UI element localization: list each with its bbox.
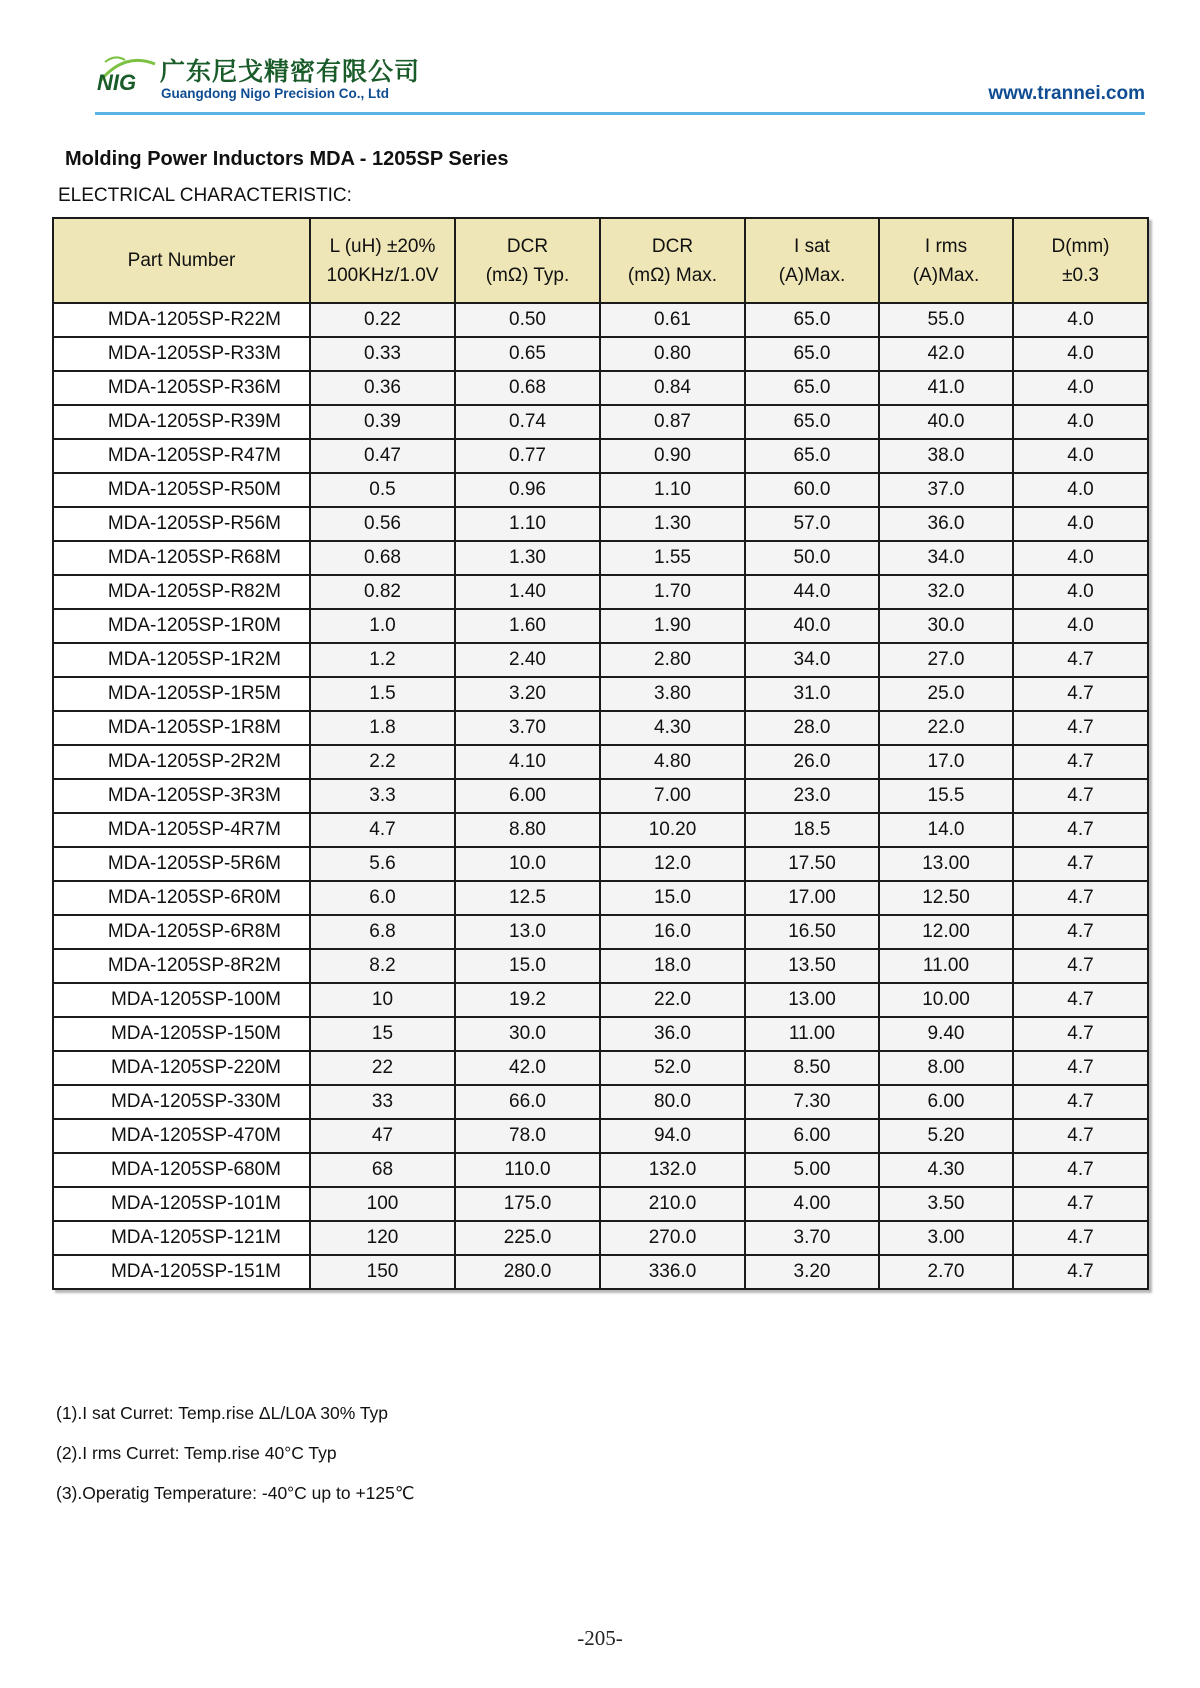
cell-isat: 6.00: [745, 1119, 879, 1153]
table-row: [53, 1119, 1148, 1153]
logo-text: NIG: [97, 70, 137, 95]
table-row: [53, 507, 1148, 541]
cell-inductance: 120: [310, 1221, 455, 1255]
cell-isat: 3.70: [745, 1221, 879, 1255]
cell-irms: 4.30: [879, 1153, 1013, 1187]
cell-isat: 65.0: [745, 303, 879, 337]
cell-part-number: MDA-1205SP-121M: [53, 1221, 310, 1255]
cell-irms: 8.00: [879, 1051, 1013, 1085]
column-header-line: (A)Max.: [778, 264, 846, 286]
cell-inductance: 0.33: [310, 337, 455, 371]
cell-dcr-typ: 42.0: [455, 1051, 600, 1085]
cell-inductance: 0.36: [310, 371, 455, 405]
cell-dcr-typ: 66.0: [455, 1085, 600, 1119]
cell-part-number: MDA-1205SP-R33M: [53, 337, 310, 371]
cell-dcr-typ: 0.68: [455, 371, 600, 405]
cell-dcr-max: 36.0: [600, 1017, 745, 1051]
cell-inductance: 150: [310, 1255, 455, 1289]
cell-part-number: MDA-1205SP-R50M: [53, 473, 310, 507]
column-header-inductance: [310, 218, 455, 303]
cell-dcr-max: 1.90: [600, 609, 745, 643]
table-row: [53, 745, 1148, 779]
cell-dimension: 4.0: [1013, 371, 1148, 405]
cell-dimension: 4.0: [1013, 507, 1148, 541]
page-number: -205-: [577, 1626, 623, 1650]
cell-dcr-max: 2.80: [600, 643, 745, 677]
cell-dcr-max: 0.61: [600, 303, 745, 337]
cell-isat: 50.0: [745, 541, 879, 575]
cell-dcr-max: 80.0: [600, 1085, 745, 1119]
cell-dcr-max: 52.0: [600, 1051, 745, 1085]
column-header-line: (A)Max.: [912, 264, 980, 286]
cell-inductance: 0.82: [310, 575, 455, 609]
cell-inductance: 22: [310, 1051, 455, 1085]
cell-dcr-typ: 0.50: [455, 303, 600, 337]
cell-irms: 34.0: [879, 541, 1013, 575]
cell-dcr-max: 336.0: [600, 1255, 745, 1289]
cell-part-number: MDA-1205SP-680M: [53, 1153, 310, 1187]
cell-dimension: 4.7: [1013, 949, 1148, 983]
table-row: [53, 1017, 1148, 1051]
cell-inductance: 3.3: [310, 779, 455, 813]
cell-inductance: 33: [310, 1085, 455, 1119]
cell-isat: 28.0: [745, 711, 879, 745]
cell-part-number: MDA-1205SP-R56M: [53, 507, 310, 541]
cell-dimension: 4.7: [1013, 1051, 1148, 1085]
cell-inductance: 0.68: [310, 541, 455, 575]
cell-irms: 38.0: [879, 439, 1013, 473]
cell-dcr-typ: 110.0: [455, 1153, 600, 1187]
electrical-characteristics-table: [52, 217, 1149, 1290]
document-title: Molding Power Inductors MDA - 1205SP Series: [65, 148, 509, 170]
cell-inductance: 0.5: [310, 473, 455, 507]
cell-dimension: 4.7: [1013, 847, 1148, 881]
cell-part-number: MDA-1205SP-150M: [53, 1017, 310, 1051]
cell-part-number: MDA-1205SP-470M: [53, 1119, 310, 1153]
cell-isat: 17.50: [745, 847, 879, 881]
cell-part-number: MDA-1205SP-5R6M: [53, 847, 310, 881]
cell-dcr-typ: 3.70: [455, 711, 600, 745]
cell-inductance: 15: [310, 1017, 455, 1051]
column-header-line: L (uH) ±20%: [329, 235, 436, 257]
cell-dcr-typ: 15.0: [455, 949, 600, 983]
column-header-irms: [879, 218, 1013, 303]
table-row: [53, 371, 1148, 405]
table-row: [53, 983, 1148, 1017]
cell-part-number: MDA-1205SP-6R8M: [53, 915, 310, 949]
cell-inductance: 1.2: [310, 643, 455, 677]
cell-part-number: MDA-1205SP-3R3M: [53, 779, 310, 813]
cell-inductance: 2.2: [310, 745, 455, 779]
cell-part-number: MDA-1205SP-1R2M: [53, 643, 310, 677]
table-row: [53, 847, 1148, 881]
cell-irms: 42.0: [879, 337, 1013, 371]
cell-irms: 37.0: [879, 473, 1013, 507]
note-irms: (2).I rms Curret: Temp.rise 40°C Typ: [56, 1443, 337, 1463]
table-row: [53, 813, 1148, 847]
note-temperature: (3).Operatig Temperature: -40°C up to +125℃: [56, 1483, 415, 1503]
table-row: [53, 881, 1148, 915]
company-name-en: Guangdong Nigo Precision Co., Ltd: [161, 86, 389, 101]
cell-isat: 18.5: [745, 813, 879, 847]
cell-dimension: 4.0: [1013, 609, 1148, 643]
cell-dcr-max: 132.0: [600, 1153, 745, 1187]
cell-dcr-max: 22.0: [600, 983, 745, 1017]
cell-inductance: 6.0: [310, 881, 455, 915]
cell-dimension: 4.7: [1013, 643, 1148, 677]
cell-isat: 11.00: [745, 1017, 879, 1051]
cell-irms: 12.50: [879, 881, 1013, 915]
cell-inductance: 1.8: [310, 711, 455, 745]
table-row: [53, 337, 1148, 371]
table-header-row: [53, 218, 1148, 303]
cell-inductance: 5.6: [310, 847, 455, 881]
cell-part-number: MDA-1205SP-1R5M: [53, 677, 310, 711]
cell-dcr-typ: 13.0: [455, 915, 600, 949]
cell-dcr-max: 4.30: [600, 711, 745, 745]
table-row: [53, 541, 1148, 575]
table-row: [53, 711, 1148, 745]
cell-dcr-typ: 0.74: [455, 405, 600, 439]
cell-part-number: MDA-1205SP-8R2M: [53, 949, 310, 983]
cell-isat: 65.0: [745, 371, 879, 405]
table-row: [53, 575, 1148, 609]
table-row: [53, 1153, 1148, 1187]
table-row: [53, 439, 1148, 473]
cell-irms: 11.00: [879, 949, 1013, 983]
cell-dcr-max: 1.55: [600, 541, 745, 575]
cell-inductance: 68: [310, 1153, 455, 1187]
nigo-logo-icon: [95, 50, 159, 100]
column-header-dcr-typ: [455, 218, 600, 303]
cell-dcr-max: 0.80: [600, 337, 745, 371]
column-header-dcr-max: [600, 218, 745, 303]
column-header-line: D(mm): [1051, 235, 1110, 257]
cell-dimension: 4.0: [1013, 303, 1148, 337]
cell-part-number: MDA-1205SP-151M: [53, 1255, 310, 1289]
column-header-line: DCR: [506, 235, 549, 257]
cell-inductance: 100: [310, 1187, 455, 1221]
cell-dcr-max: 4.80: [600, 745, 745, 779]
cell-inductance: 47: [310, 1119, 455, 1153]
cell-dcr-max: 12.0: [600, 847, 745, 881]
cell-dimension: 4.0: [1013, 575, 1148, 609]
cell-dcr-typ: 0.65: [455, 337, 600, 371]
cell-dcr-max: 0.84: [600, 371, 745, 405]
cell-dimension: 4.7: [1013, 745, 1148, 779]
cell-dimension: 4.7: [1013, 1255, 1148, 1289]
cell-part-number: MDA-1205SP-100M: [53, 983, 310, 1017]
cell-part-number: MDA-1205SP-1R8M: [53, 711, 310, 745]
table-row: [53, 677, 1148, 711]
cell-dimension: 4.0: [1013, 473, 1148, 507]
cell-dcr-typ: 8.80: [455, 813, 600, 847]
cell-part-number: MDA-1205SP-R39M: [53, 405, 310, 439]
cell-dimension: 4.7: [1013, 677, 1148, 711]
column-header-line: I sat: [794, 235, 830, 257]
table-row: [53, 643, 1148, 677]
table-row: [53, 1255, 1148, 1289]
table-body: [53, 303, 1148, 1289]
column-header-line: (mΩ) Max.: [627, 264, 718, 286]
cell-dcr-max: 1.30: [600, 507, 745, 541]
cell-isat: 13.00: [745, 983, 879, 1017]
cell-irms: 17.0: [879, 745, 1013, 779]
cell-dcr-typ: 1.40: [455, 575, 600, 609]
cell-irms: 3.50: [879, 1187, 1013, 1221]
cell-dcr-typ: 30.0: [455, 1017, 600, 1051]
cell-part-number: MDA-1205SP-R22M: [53, 303, 310, 337]
column-header-dimension: [1013, 218, 1148, 303]
cell-part-number: MDA-1205SP-R36M: [53, 371, 310, 405]
cell-isat: 17.00: [745, 881, 879, 915]
cell-irms: 27.0: [879, 643, 1013, 677]
cell-irms: 40.0: [879, 405, 1013, 439]
cell-isat: 65.0: [745, 337, 879, 371]
cell-dimension: 4.0: [1013, 337, 1148, 371]
cell-part-number: MDA-1205SP-101M: [53, 1187, 310, 1221]
cell-dcr-typ: 3.20: [455, 677, 600, 711]
cell-irms: 22.0: [879, 711, 1013, 745]
cell-inductance: 4.7: [310, 813, 455, 847]
cell-dcr-typ: 19.2: [455, 983, 600, 1017]
cell-inductance: 0.22: [310, 303, 455, 337]
cell-isat: 23.0: [745, 779, 879, 813]
cell-inductance: 0.47: [310, 439, 455, 473]
cell-dcr-typ: 0.96: [455, 473, 600, 507]
table-row: [53, 303, 1148, 337]
header-divider: [95, 112, 1145, 115]
cell-part-number: MDA-1205SP-R68M: [53, 541, 310, 575]
cell-irms: 25.0: [879, 677, 1013, 711]
cell-irms: 10.00: [879, 983, 1013, 1017]
cell-dimension: 4.7: [1013, 1017, 1148, 1051]
cell-dcr-typ: 0.77: [455, 439, 600, 473]
table-row: [53, 1221, 1148, 1255]
cell-dimension: 4.7: [1013, 1119, 1148, 1153]
cell-part-number: MDA-1205SP-6R0M: [53, 881, 310, 915]
cell-inductance: 10: [310, 983, 455, 1017]
column-header-line: Part Number: [127, 250, 236, 271]
cell-isat: 26.0: [745, 745, 879, 779]
cell-dimension: 4.7: [1013, 779, 1148, 813]
cell-irms: 30.0: [879, 609, 1013, 643]
table-row: [53, 779, 1148, 813]
cell-inductance: 6.8: [310, 915, 455, 949]
cell-isat: 65.0: [745, 439, 879, 473]
cell-dcr-typ: 12.5: [455, 881, 600, 915]
cell-irms: 9.40: [879, 1017, 1013, 1051]
cell-irms: 12.00: [879, 915, 1013, 949]
table-row: [53, 1051, 1148, 1085]
cell-dcr-typ: 1.10: [455, 507, 600, 541]
note-isat: (1).I sat Curret: Temp.rise ΔL/L0A 30% Typ: [56, 1403, 389, 1423]
cell-irms: 2.70: [879, 1255, 1013, 1289]
cell-irms: 36.0: [879, 507, 1013, 541]
cell-dcr-max: 7.00: [600, 779, 745, 813]
cell-inductance: 8.2: [310, 949, 455, 983]
cell-dimension: 4.7: [1013, 983, 1148, 1017]
cell-dcr-max: 16.0: [600, 915, 745, 949]
column-header-isat: [745, 218, 879, 303]
table-row: [53, 473, 1148, 507]
company-name-cn: 广东尼戈精密有限公司: [160, 57, 421, 86]
cell-dcr-max: 18.0: [600, 949, 745, 983]
cell-dcr-max: 210.0: [600, 1187, 745, 1221]
cell-dcr-typ: 6.00: [455, 779, 600, 813]
column-header-line: (mΩ) Typ.: [485, 264, 570, 286]
table-row: [53, 915, 1148, 949]
cell-isat: 8.50: [745, 1051, 879, 1085]
cell-dcr-typ: 4.10: [455, 745, 600, 779]
cell-dcr-max: 10.20: [600, 813, 745, 847]
cell-isat: 31.0: [745, 677, 879, 711]
cell-part-number: MDA-1205SP-4R7M: [53, 813, 310, 847]
cell-isat: 44.0: [745, 575, 879, 609]
cell-dimension: 4.0: [1013, 405, 1148, 439]
cell-part-number: MDA-1205SP-2R2M: [53, 745, 310, 779]
cell-irms: 5.20: [879, 1119, 1013, 1153]
cell-dcr-typ: 1.60: [455, 609, 600, 643]
cell-part-number: MDA-1205SP-220M: [53, 1051, 310, 1085]
cell-dcr-max: 1.70: [600, 575, 745, 609]
cell-isat: 34.0: [745, 643, 879, 677]
cell-part-number: MDA-1205SP-R82M: [53, 575, 310, 609]
cell-dcr-max: 0.87: [600, 405, 745, 439]
cell-isat: 7.30: [745, 1085, 879, 1119]
cell-inductance: 1.5: [310, 677, 455, 711]
website-url: www.trannei.com: [988, 83, 1145, 104]
cell-dcr-typ: 78.0: [455, 1119, 600, 1153]
cell-isat: 40.0: [745, 609, 879, 643]
cell-dimension: 4.7: [1013, 711, 1148, 745]
cell-dimension: 4.7: [1013, 813, 1148, 847]
cell-irms: 41.0: [879, 371, 1013, 405]
cell-dcr-max: 15.0: [600, 881, 745, 915]
cell-dcr-typ: 225.0: [455, 1221, 600, 1255]
page-header: [95, 50, 1145, 112]
cell-dimension: 4.7: [1013, 1187, 1148, 1221]
cell-isat: 5.00: [745, 1153, 879, 1187]
cell-dcr-typ: 280.0: [455, 1255, 600, 1289]
column-header-line: I rms: [924, 235, 968, 257]
column-header-line: ±0.3: [1062, 264, 1099, 286]
cell-dimension: 4.0: [1013, 439, 1148, 473]
cell-dimension: 4.7: [1013, 915, 1148, 949]
cell-dcr-typ: 10.0: [455, 847, 600, 881]
cell-inductance: 1.0: [310, 609, 455, 643]
column-header-part-number: [53, 218, 310, 303]
table-row: [53, 1085, 1148, 1119]
cell-dcr-max: 1.10: [600, 473, 745, 507]
table-row: [53, 949, 1148, 983]
cell-dimension: 4.0: [1013, 541, 1148, 575]
cell-irms: 14.0: [879, 813, 1013, 847]
cell-dcr-typ: 1.30: [455, 541, 600, 575]
table-row: [53, 405, 1148, 439]
cell-irms: 32.0: [879, 575, 1013, 609]
cell-isat: 65.0: [745, 405, 879, 439]
column-header-line: 100KHz/1.0V: [326, 264, 439, 286]
cell-dcr-max: 270.0: [600, 1221, 745, 1255]
cell-dcr-typ: 175.0: [455, 1187, 600, 1221]
cell-irms: 3.00: [879, 1221, 1013, 1255]
cell-dimension: 4.7: [1013, 1153, 1148, 1187]
cell-isat: 13.50: [745, 949, 879, 983]
cell-inductance: 0.56: [310, 507, 455, 541]
cell-isat: 3.20: [745, 1255, 879, 1289]
column-header-line: DCR: [651, 235, 694, 257]
cell-irms: 6.00: [879, 1085, 1013, 1119]
table-row: [53, 609, 1148, 643]
cell-dimension: 4.7: [1013, 1221, 1148, 1255]
cell-dcr-max: 94.0: [600, 1119, 745, 1153]
cell-irms: 15.5: [879, 779, 1013, 813]
cell-isat: 60.0: [745, 473, 879, 507]
cell-inductance: 0.39: [310, 405, 455, 439]
cell-dimension: 4.7: [1013, 881, 1148, 915]
cell-isat: 57.0: [745, 507, 879, 541]
cell-part-number: MDA-1205SP-330M: [53, 1085, 310, 1119]
cell-dcr-max: 0.90: [600, 439, 745, 473]
cell-isat: 16.50: [745, 915, 879, 949]
cell-part-number: MDA-1205SP-1R0M: [53, 609, 310, 643]
notes: [56, 1400, 415, 1520]
cell-dcr-max: 3.80: [600, 677, 745, 711]
cell-dimension: 4.7: [1013, 1085, 1148, 1119]
cell-irms: 55.0: [879, 303, 1013, 337]
cell-isat: 4.00: [745, 1187, 879, 1221]
cell-part-number: MDA-1205SP-R47M: [53, 439, 310, 473]
cell-irms: 13.00: [879, 847, 1013, 881]
cell-dcr-typ: 2.40: [455, 643, 600, 677]
table-row: [53, 1187, 1148, 1221]
section-title: ELECTRICAL CHARACTERISTIC:: [58, 185, 352, 206]
